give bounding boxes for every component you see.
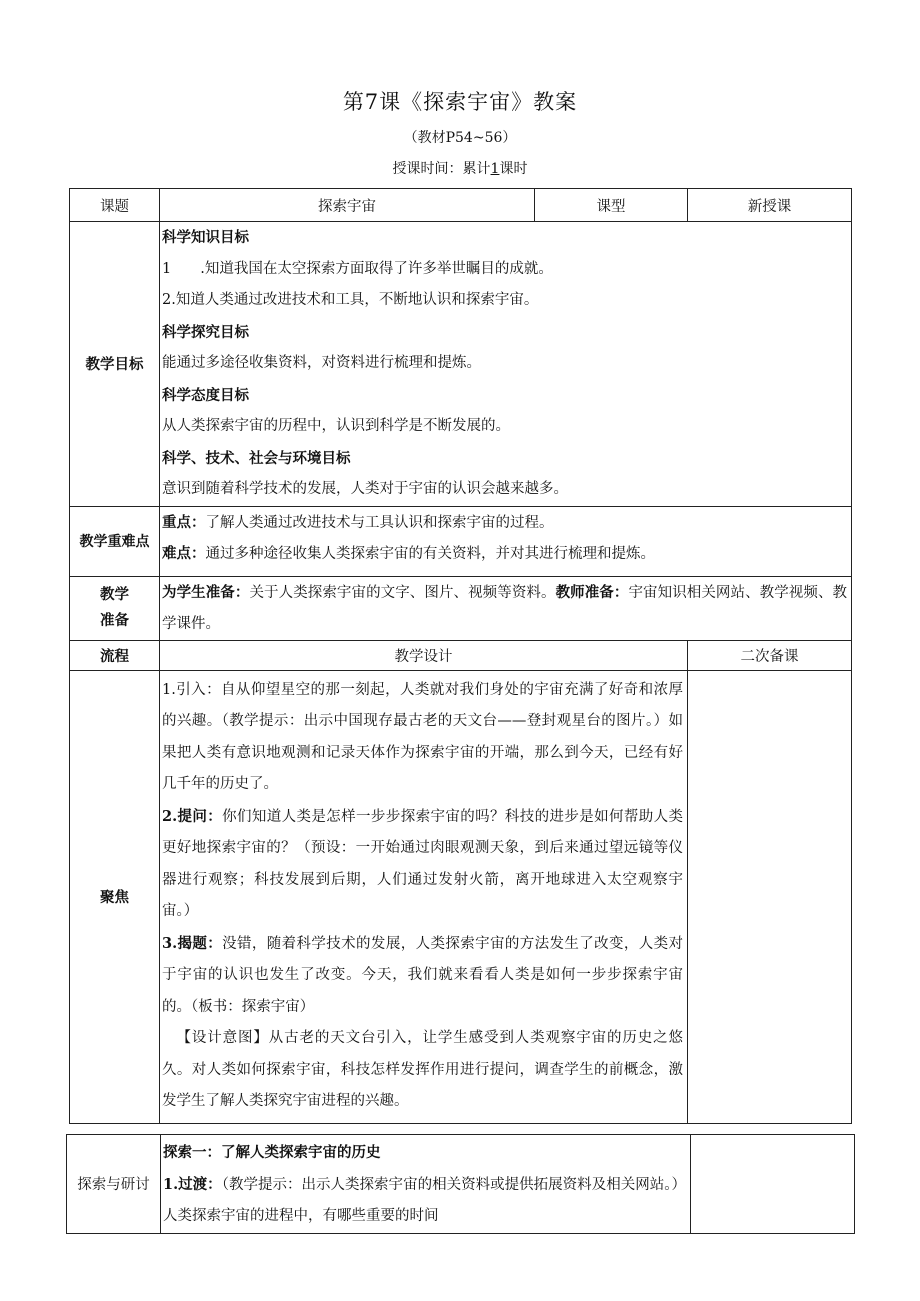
key-point-difficulty	[160, 538, 851, 570]
textbook-pages: （教材P54~56）	[403, 130, 517, 146]
objective-heading-inquiry: 科学探究目标	[162, 323, 249, 341]
class-time-number: 1	[490, 161, 500, 177]
explore-revision-cell	[691, 1135, 855, 1234]
flow-header-row	[70, 640, 852, 670]
prep-label	[70, 576, 160, 640]
type-value: 新授课	[688, 189, 852, 222]
key-points-label: 教学重难点	[70, 506, 160, 576]
objectives-label: 教学目标	[70, 222, 160, 507]
lesson-plan-table	[69, 188, 852, 1124]
type-label: 课型	[535, 189, 688, 222]
explore-heading: 探索一：了解人类探索宇宙的历史	[163, 1144, 381, 1161]
key-points-content	[160, 506, 852, 576]
prep-label-line-2: 准备	[100, 612, 129, 629]
objective-line-5: 意识到随着科学技术的发展，人类对于宇宙的认识会越来越多。	[162, 481, 568, 497]
focus-revision-cell	[688, 670, 852, 1123]
class-time-suffix: 课时	[499, 161, 528, 177]
explore-content	[161, 1135, 691, 1234]
focus-question-text: 你们知道人类是怎样一步步探索宇宙的吗？科技的进步是如何帮助人类更好地探索宇宙的？（预设：一开始通过肉眼观测天象，到后来通过望远镜等仪器进行观察；科技发展到后期，人们通过发射火箭，离开地球进入太空观察宇宙。）	[162, 808, 683, 919]
focus-reveal	[162, 928, 683, 1024]
focus-label: 聚焦	[70, 670, 160, 1123]
objective-line-3: 能通过多途径收集资料，对资料进行梳理和提炼。	[162, 355, 481, 371]
topic-row	[70, 189, 852, 222]
prep-content	[160, 576, 852, 640]
explore-transition-label: 1.过渡：	[163, 1175, 222, 1193]
prep-teacher-text: 宇宙知识相关网站、教学视频、教学课件。	[162, 584, 848, 632]
focus-reveal-label: 3.揭题：	[162, 934, 223, 952]
focus-question-label: 2.提问：	[162, 807, 223, 825]
focus-design-intent: 【设计意图】从古老的天文台引入，让学生感受到人类观察宇宙的历史之悠久。对人类如何探索宇宙，科技怎样发挥作用进行提问，调查学生的前概念，激发学生了解人类探究宇宙进程的兴趣。	[162, 1030, 683, 1109]
focus-reveal-text: 没错，随着科学技术的发展，人类探索宇宙的方法发生了改变，人类对于宇宙的认识也发生了改变。今天，我们就来看看人类是如何一步步探索宇宙的。（板书：探索宇宙）	[162, 935, 683, 1015]
class-time	[0, 158, 920, 178]
prep-label-line-1: 教学	[100, 586, 129, 603]
objectives-content	[160, 222, 852, 507]
prep-student-text: 关于人类探索宇宙的文字、图片、视频等资料。	[249, 584, 556, 601]
prep-row	[70, 576, 852, 640]
page-title: 第7课《探索宇宙》教案	[342, 90, 578, 114]
flow-header-design: 教学设计	[160, 640, 688, 670]
explore-label: 探索与研讨	[67, 1135, 161, 1234]
explore-transition	[163, 1169, 686, 1233]
focus-row	[70, 670, 852, 1123]
key-point-difficulty-text: 通过多种途径收集人类探索宇宙的有关资料，并对其进行梳理和提炼。	[205, 546, 655, 562]
objective-line-1: 1 .知道我国在太空探索方面取得了许多举世瞩目的成就。	[162, 260, 553, 277]
objectives-row	[70, 222, 852, 507]
flow-header-revision: 二次备课	[688, 640, 852, 670]
objective-line-4: 从人类探索宇宙的历程中，认识到科学是不断发展的。	[162, 418, 510, 434]
prep-teacher-label: 教师准备：	[555, 583, 629, 601]
prep-student-label: 为学生准备：	[162, 583, 250, 601]
explore-transition-text: （教学提示：出示人类探索宇宙的相关资料或提供拓展资料及相关网站。）人类探索宇宙的进程中，有哪些重要的时间	[163, 1176, 687, 1224]
key-point-focus-text: 了解人类通过改进技术与工具认识和探索宇宙的过程。	[205, 514, 554, 531]
explore-table	[66, 1134, 855, 1234]
focus-content	[160, 670, 688, 1123]
flow-header-process: 流程	[70, 640, 160, 670]
objective-line-2: 2.知道人类通过改进技术和工具，不断地认识和探索宇宙。	[162, 292, 539, 308]
class-time-prefix: 授课时间：累计	[392, 161, 491, 177]
focus-question	[162, 801, 683, 928]
objective-heading-society: 科学、技术、社会与环境目标	[162, 449, 351, 467]
objective-heading-knowledge: 科学知识目标	[162, 229, 249, 246]
key-point-difficulty-label: 难点：	[162, 545, 206, 562]
topic-value: 探索宇宙	[160, 189, 535, 222]
topic-label: 课题	[70, 189, 160, 222]
key-point-focus	[160, 507, 851, 539]
focus-intro: 1.引入：自从仰望星空的那一刻起，人类就对我们身处的宇宙充满了好奇和浓厚的兴趣。（教学提示：出示中国现存最古老的天文台——登封观星台的图片。）如果把人类有意识地观测和记录天体作为探索宇宙的开端，那么到今天，已经有好几千年的历史了。	[162, 681, 683, 792]
explore-row	[67, 1135, 855, 1234]
objective-heading-attitude: 科学态度目标	[162, 386, 249, 404]
key-point-focus-label: 重点：	[162, 513, 206, 531]
key-points-row	[70, 506, 852, 576]
